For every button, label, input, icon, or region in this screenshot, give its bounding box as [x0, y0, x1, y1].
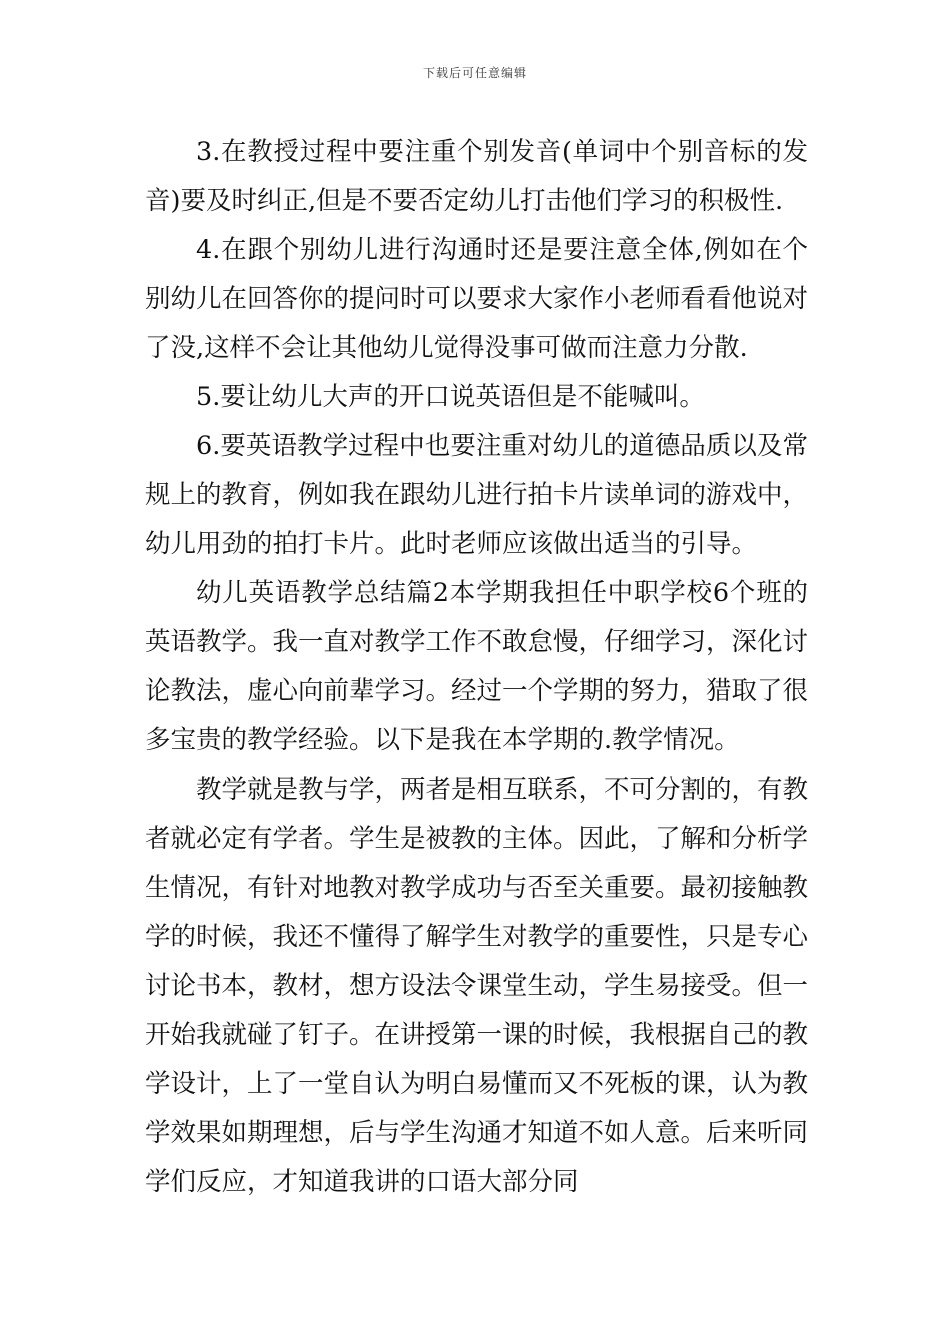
paragraph-teaching-analysis: 教学就是教与学，两者是相互联系，不可分割的，有教者就必定有学者。学生是被教的主体。因此，了解和分析学生情况，有针对地教对教学成功与否至关重要。最初接触教学的时候，我还不懂得了解学生对教学的重要性，只是专心讨论书本，教材，想方设法令课堂生动，学生易接受。但一开始我就碰了钉子。在讲授第一课的时候，我根据自己的教学设计，上了一堂自认为明白易懂而又不死板的课，认为教学效果如期理想，后与学生沟通才知道不如人意。后来听同学们反应，才知道我讲的口语大部分同	[145, 775, 809, 1197]
paragraph-item-3: 3.在教授过程中要注重个别发音(单词中个别音标的发音)要及时纠正,但是不要否定幼儿打击他们学习的积极性.	[145, 137, 808, 216]
page-header: 下载后可任意编辑	[422, 66, 527, 80]
paragraph-summary-intro: 幼儿英语教学总结篇2本学期我担任中职学校6个班的英语教学。我一直对教学工作不敢怠慢，仔细学习，深化讨论教法，虚心向前辈学习。经过一个学期的努力，猎取了很多宝贵的教学经验。以下是我在本学期的.教学情况。	[145, 578, 809, 755]
paragraph-item-6: 6.要英语教学过程中也要注重对幼儿的道德品质以及常规上的教育，例如我在跟幼儿进行拍卡片读单词的游戏中，幼儿用劲的拍打卡片。此时老师应该做出适当的引导。	[145, 431, 809, 559]
paragraph-item-5: 5.要让幼儿大声的开口说英语但是不能喊叫。	[196, 382, 705, 412]
paragraph-item-4: 4.在跟个别幼儿进行沟通时还是要注意全体,例如在个别幼儿在回答你的提问时可以要求大家作小老师看看他说对了没,这样不会让其他幼儿觉得没事可做而注意力分散.	[145, 235, 809, 363]
document-body	[145, 128, 808, 1207]
